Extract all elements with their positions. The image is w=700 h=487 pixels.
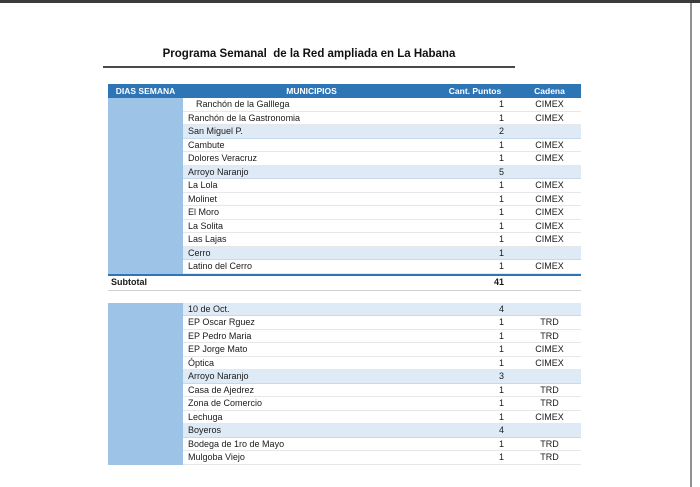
table-row	[183, 193, 581, 207]
subtotal-label: Subtotal	[111, 276, 147, 287]
municipio-cell: Lechuga	[188, 411, 223, 422]
cant-puntos-cell: 1	[498, 398, 504, 408]
table-row	[183, 343, 581, 357]
table-row	[183, 411, 581, 425]
municipio-cell: Mulgoba Viejo	[188, 452, 245, 462]
table-row	[183, 330, 581, 344]
cadena-cell	[510, 303, 581, 316]
cant-puntos-cell: 1	[498, 344, 504, 354]
dias-semana-cell	[108, 98, 183, 274]
cadena-cell: CIMEX	[535, 153, 564, 163]
cadena-cell: CIMEX	[535, 112, 564, 123]
cadena-cell	[510, 370, 581, 383]
cant-puntos-cell: 1	[498, 180, 504, 190]
cadena-cell: TRD	[540, 317, 559, 327]
cadena-cell: CIMEX	[535, 411, 564, 422]
municipio-cell: Las Lajas	[188, 234, 227, 244]
cant-puntos-cell: 1	[498, 234, 504, 244]
municipio-cell: Ranchón de la Gastronomia	[188, 112, 301, 123]
municipio-cell: Bodega de 1ro de Mayo	[188, 438, 285, 449]
section-rows	[183, 98, 581, 274]
table-row	[183, 384, 581, 398]
cant-puntos-cell: 1	[498, 139, 504, 150]
cadena-cell: CIMEX	[535, 180, 564, 190]
cant-puntos-cell: 4	[498, 425, 504, 435]
cadena-cell: CIMEX	[535, 261, 564, 271]
header-cant-puntos: Cant. Puntos	[448, 86, 502, 96]
municipio-cell: Casa de Ajedrez	[188, 384, 255, 395]
table-row	[183, 206, 581, 220]
table-row	[183, 247, 581, 261]
table-row	[183, 260, 581, 274]
table-row	[183, 451, 581, 465]
cant-puntos-cell: 1	[498, 357, 504, 368]
cadena-cell: CIMEX	[535, 234, 564, 244]
municipio-cell: La Lola	[188, 180, 218, 190]
table-section-2	[108, 303, 581, 465]
section-gap	[108, 291, 581, 303]
cadena-cell: CIMEX	[535, 99, 564, 109]
table-row	[183, 112, 581, 126]
cant-puntos-cell: 2	[498, 126, 504, 136]
table-row	[183, 438, 581, 452]
window-top-border	[0, 0, 700, 3]
cadena-cell: TRD	[540, 384, 559, 395]
municipio-cell: Zona de Comercio	[188, 398, 263, 408]
cant-puntos-cell: 1	[498, 153, 504, 163]
table-row	[183, 179, 581, 193]
cant-puntos-cell: 5	[498, 166, 504, 177]
table-section-1	[108, 98, 581, 274]
cant-puntos-cell: 1	[498, 99, 504, 109]
cant-puntos-cell: 1	[498, 112, 504, 123]
subtotal-cadena-empty	[510, 276, 581, 290]
municipio-cell: Ranchón de la Galllega	[196, 99, 290, 109]
municipio-cell: El Moro	[188, 207, 220, 217]
cadena-cell: TRD	[540, 452, 559, 462]
cadena-cell: TRD	[540, 438, 559, 449]
table-row	[183, 424, 581, 438]
municipio-cell: Arroyo Naranjo	[188, 371, 249, 381]
document-title	[103, 44, 515, 68]
table-header-row	[108, 84, 581, 98]
cant-puntos-cell: 1	[498, 438, 504, 449]
header-dias-semana: DIAS SEMANA	[115, 86, 176, 96]
municipio-cell: San Miguel P.	[188, 126, 243, 136]
header-cadena: Cadena	[534, 86, 565, 96]
table-row	[183, 220, 581, 234]
cant-puntos-cell: 3	[498, 371, 504, 381]
cant-puntos-cell: 1	[498, 193, 504, 204]
municipio-cell: Molinet	[188, 193, 218, 204]
municipio-cell: Arroyo Naranjo	[188, 166, 249, 177]
cadena-cell: CIMEX	[535, 139, 564, 150]
municipio-cell: Óptica	[188, 357, 215, 368]
table-row	[183, 152, 581, 166]
section-rows	[183, 303, 581, 465]
cant-puntos-cell: 1	[498, 384, 504, 395]
dias-semana-cell	[108, 303, 183, 465]
municipio-cell: EP Oscar Rguez	[188, 317, 255, 327]
municipio-cell: EP Pedro Maria	[188, 330, 252, 341]
cant-puntos-cell: 1	[498, 220, 504, 231]
header-municipios: MUNICIPIOS	[286, 86, 337, 96]
table-row	[183, 98, 581, 112]
municipio-cell: Cambute	[188, 139, 225, 150]
cadena-cell: CIMEX	[535, 220, 564, 231]
cadena-cell: TRD	[540, 398, 559, 408]
cadena-cell: CIMEX	[535, 207, 564, 217]
table-row	[183, 166, 581, 180]
municipio-cell: EP Jorge Mato	[188, 344, 248, 354]
program-table	[108, 84, 581, 465]
municipio-cell: La Solita	[188, 220, 224, 231]
cant-puntos-cell: 1	[498, 317, 504, 327]
municipio-cell: Latino del Cerro	[188, 261, 253, 271]
municipio-cell: Cerro	[188, 247, 211, 258]
cadena-cell	[510, 247, 581, 260]
cadena-cell: TRD	[540, 330, 559, 341]
table-row	[183, 125, 581, 139]
table-row	[183, 316, 581, 330]
subtotal-value: 41	[493, 276, 504, 287]
cadena-cell	[510, 125, 581, 138]
table-row	[183, 233, 581, 247]
cant-puntos-cell: 1	[498, 330, 504, 341]
table-row	[183, 303, 581, 317]
cadena-cell: CIMEX	[535, 193, 564, 204]
cadena-cell	[510, 424, 581, 437]
table-row	[183, 139, 581, 153]
municipio-cell: 10 de Oct.	[188, 303, 230, 314]
cant-puntos-cell: 1	[498, 452, 504, 462]
cant-puntos-cell: 1	[498, 207, 504, 217]
cadena-cell: CIMEX	[535, 357, 564, 368]
table-row	[183, 370, 581, 384]
table-row	[183, 397, 581, 411]
cant-puntos-cell: 4	[498, 303, 504, 314]
municipio-cell: Boyeros	[188, 425, 222, 435]
cadena-cell: CIMEX	[535, 344, 564, 354]
page-right-border	[690, 3, 692, 487]
table-row	[183, 357, 581, 371]
cant-puntos-cell: 1	[498, 411, 504, 422]
cadena-cell	[510, 166, 581, 179]
cant-puntos-cell: 1	[498, 261, 504, 271]
document-title-text: Programa Semanal de la Red ampliada en La Habana	[162, 48, 456, 60]
municipio-cell: Dolores Veracruz	[188, 153, 258, 163]
subtotal-row	[108, 274, 581, 291]
cant-puntos-cell: 1	[498, 247, 504, 258]
